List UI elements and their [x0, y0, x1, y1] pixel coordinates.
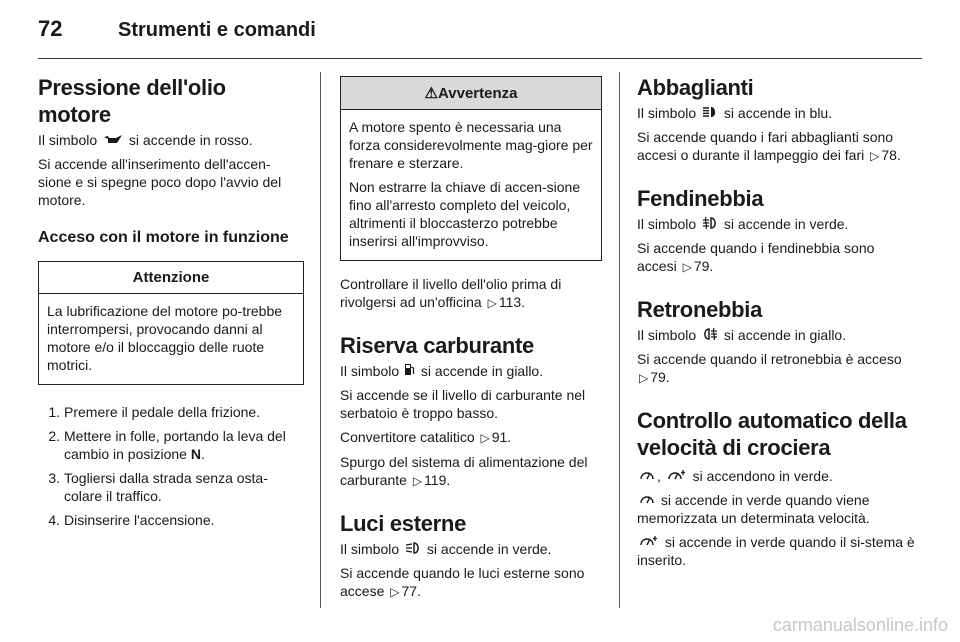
header-divider [38, 58, 922, 59]
page-ref-icon: ▷ [870, 149, 880, 163]
cruise-text-2: si accende in verde quando viene memorizzata un determinata velocità. [637, 492, 870, 526]
page-ref-icon: ▷ [487, 296, 497, 310]
oil-pressure-text-2: Si accende all'inserimento dell'accen-sione e si spegne poco dopo l'avvio del motore. [38, 156, 282, 208]
oil-can-icon [101, 131, 125, 149]
fog-text-1: Il simbolo si accende in verde. [637, 216, 849, 232]
cruise-control-active-icon [637, 533, 661, 551]
oil-pressure-text-1: Il simbolo si accende in rosso. [38, 132, 253, 148]
steps-list [38, 403, 304, 529]
exterior-lights-heading: Luci esterne [340, 511, 467, 536]
page-ref-icon: ▷ [480, 431, 490, 445]
fog-heading: Fendinebbia [637, 186, 764, 211]
high-beam-icon [700, 104, 720, 122]
cruise-control-section [637, 407, 917, 569]
list-item: 3. Togliersi dalla strada senza osta-colare il traffico. [48, 470, 268, 504]
page-title: Strumenti e comandi [118, 19, 316, 41]
column-divider-2 [619, 72, 620, 608]
column-middle [340, 74, 602, 607]
list-item: 2. Mettere in folle, portando la leva del cambio in posizione N. [48, 428, 286, 462]
page-ref-icon: ▷ [412, 474, 423, 488]
column-divider-1 [320, 72, 321, 608]
warning-box-title: ⚠Avvertenza [341, 77, 601, 110]
cruise-control-icon [637, 491, 657, 509]
cruise-control-heading: Controllo automatico della velocità di crociera [637, 408, 907, 460]
rear-fog-text-2: Si accende quando il retronebbia è acceso ▷ 79. [637, 351, 902, 385]
page-header [38, 16, 316, 46]
exterior-lights-section [340, 510, 602, 601]
oil-pressure-heading: Pressione dell'olio motore [38, 75, 226, 127]
fog-text-2: Si accende quando i fendinebbia sono accesi ▷ 79. [637, 240, 875, 274]
fuel-text-3: Convertitore catalitico ▷ 91. [340, 429, 512, 445]
warning-box [340, 76, 602, 261]
page-number: 72 [38, 16, 63, 41]
cruise-text-1: , si accendono in verde. [637, 467, 917, 485]
high-beam-section [637, 74, 917, 165]
column-right [637, 74, 917, 575]
high-beam-text-2: Si accende quando i fari abbaglianti sono accesi o durante il lampeggio dei fari ▷ 78. [637, 129, 901, 163]
fuel-text-1: Il simbolo si accende in giallo. [340, 363, 544, 379]
page-ref-icon: ▷ [390, 585, 400, 599]
page-ref-icon: ▷ [682, 260, 692, 274]
cruise-control-active-icon [665, 467, 689, 485]
fuel-section [340, 332, 602, 490]
fuel-pump-icon [403, 362, 417, 380]
rear-fog-icon [700, 326, 720, 344]
exterior-lights-text-2: Si accende quando le luci esterne sono accese ▷ 77. [340, 565, 585, 599]
warning-text-2: Non estrarre la chiave di accen-sione fino all'arresto completo del veicolo, altrimenti il bloccasterzo potrebbe inserirsi all'improvviso. [349, 179, 581, 249]
exterior-lights-text-1: Il simbolo si accende in verde. [340, 541, 552, 557]
fuel-heading: Riserva carburante [340, 333, 534, 358]
warning-triangle-icon: ⚠ [424, 85, 438, 102]
high-beam-text-1: Il simbolo si accende in blu. [637, 105, 833, 121]
check-oil-text: Controllare il livello dell'olio prima di rivolgersi ad un'officina ▷ 113. [340, 276, 562, 310]
caution-box-title: Attenzione [39, 262, 303, 294]
column-left [38, 74, 304, 535]
page-ref-icon: ▷ [639, 371, 649, 385]
list-item: 4. Disinserire l'accensione. [48, 512, 215, 528]
fog-light-icon [700, 215, 720, 233]
warning-text-1: A motore spento è necessaria una forza considerevolmente mag-giore per frenare e sterzare. [349, 119, 593, 171]
high-beam-heading: Abbaglianti [637, 75, 754, 100]
exterior-light-icon [403, 540, 423, 558]
caution-box [38, 261, 304, 385]
fog-section [637, 185, 917, 276]
engine-running-heading: Acceso con il motore in funzione [38, 229, 289, 246]
caution-box-text: La lubrificazione del motore po-trebbe interrompersi, provocando danni al motore e/o il bloccaggio delle ruote motrici. [47, 303, 283, 373]
rear-fog-section [637, 296, 917, 387]
watermark: carmanualsonline.info [772, 615, 948, 635]
cruise-control-icon [637, 467, 657, 485]
cruise-text-3: si accende in verde quando il si-stema è inserito. [637, 534, 915, 568]
fuel-text-4: Spurgo del sistema di alimentazione del carburante ▷ 119. [340, 454, 588, 488]
rear-fog-heading: Retronebbia [637, 297, 763, 322]
fuel-text-2: Si accende se il livello di carburante nel serbatoio è troppo basso. [340, 387, 586, 421]
rear-fog-text-1: Il simbolo si accende in giallo. [637, 327, 847, 343]
list-item: 1. Premere il pedale della frizione. [48, 404, 261, 420]
